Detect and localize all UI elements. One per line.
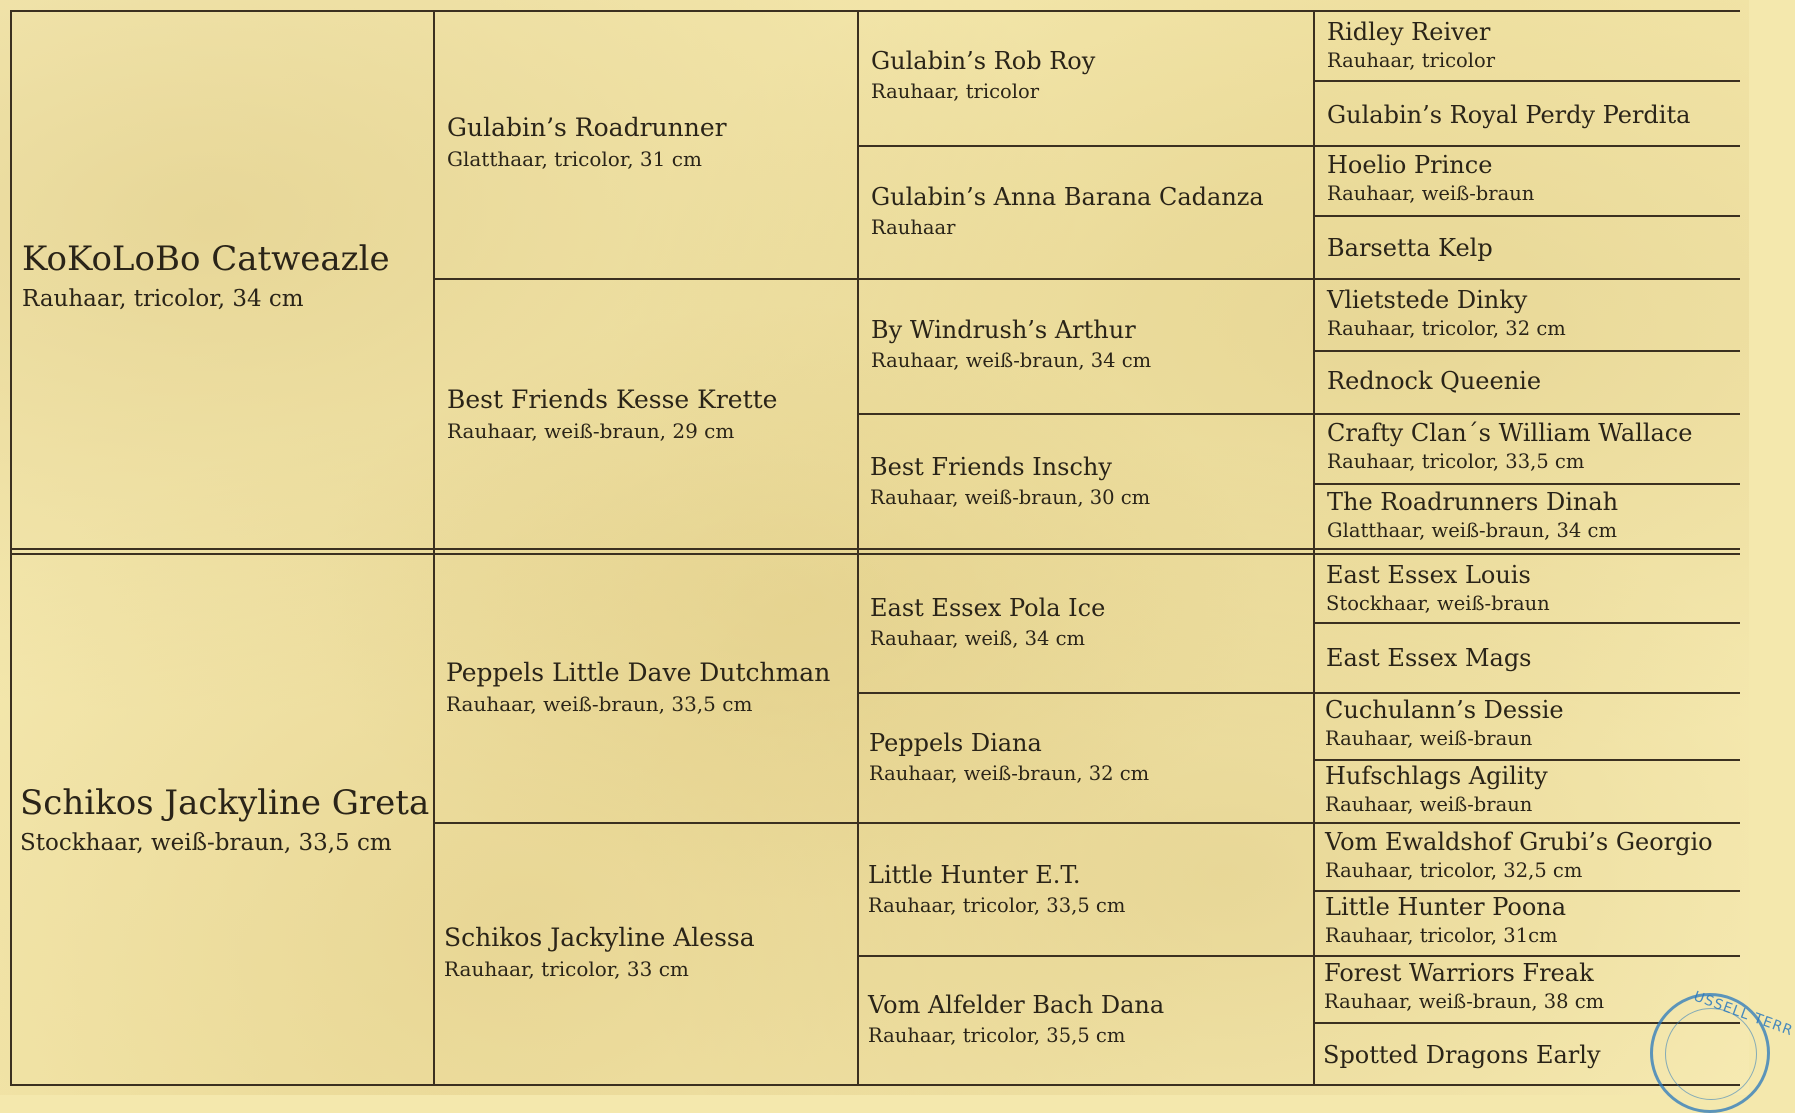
ancestor-name: Forest Warriors Freak	[1324, 959, 1594, 987]
gen4-cell	[1326, 560, 1550, 616]
bottom-border	[10, 1084, 1740, 1086]
ancestor-description: Glatthaar, tricolor, 31 cm	[447, 147, 702, 172]
ancestor-name: Crafty Clan´s William Wallace	[1327, 419, 1693, 447]
gen2-divider	[433, 278, 1740, 280]
dam-description: Stockhaar, weiß-braun, 33,5 cm	[20, 829, 392, 856]
gen2-cell	[444, 922, 755, 982]
club-stamp	[1650, 988, 1795, 1113]
gen4-divider	[1313, 350, 1740, 352]
gen2-cell	[446, 657, 830, 717]
ancestor-name: Peppels Little Dave Dutchman	[446, 658, 831, 687]
ancestor-name: Cuchulann’s Dessie	[1325, 696, 1564, 724]
ancestor-description: Rauhaar, tricolor, 31cm	[1325, 924, 1558, 947]
half-divider	[10, 548, 1740, 550]
gen4-cell	[1327, 366, 1541, 396]
ancestor-name: Hufschlags Agility	[1325, 762, 1548, 790]
ancestor-description: Rauhaar	[871, 216, 956, 239]
ancestor-name: Little Hunter Poona	[1325, 893, 1567, 921]
gen4-cell	[1325, 892, 1566, 948]
ancestor-name: Vlietstede Dinky	[1327, 286, 1528, 314]
gen4-cell	[1326, 643, 1532, 673]
ancestor-name: Schikos Jackyline Alessa	[444, 923, 755, 952]
ancestor-name: Vom Ewaldshof Grubi’s Georgio	[1325, 828, 1713, 856]
ancestor-description: Rauhaar, weiß, 34 cm	[870, 627, 1086, 650]
ancestor-description: Rauhaar, tricolor, 35,5 cm	[868, 1024, 1126, 1047]
ancestor-description: Rauhaar, weiß-braun, 30 cm	[870, 486, 1151, 509]
gen3-divider	[857, 955, 1740, 957]
gen4-divider	[1313, 483, 1740, 485]
ancestor-name: East Essex Pola Ice	[870, 594, 1106, 622]
ancestor-description: Rauhaar, tricolor	[1327, 49, 1496, 72]
gen2-cell	[447, 112, 727, 172]
ancestor-description: Rauhaar, weiß-braun, 32 cm	[869, 762, 1150, 785]
gen3-cell	[871, 182, 1264, 240]
ancestor-description: Rauhaar, tricolor, 33,5 cm	[1327, 450, 1585, 473]
ancestor-name: Gulabin’s Royal Perdy Perdita	[1327, 101, 1691, 129]
ancestor-description: Rauhaar, tricolor	[871, 80, 1040, 103]
dog-name: KoKoLoBo Catweazle	[22, 239, 390, 279]
gen2-divider	[433, 822, 1740, 824]
ancestor-name: Hoelio Prince	[1327, 151, 1493, 179]
ancestor-description: Rauhaar, tricolor, 32,5 cm	[1325, 859, 1583, 882]
gen3-cell	[869, 728, 1149, 786]
gen3-cell	[868, 990, 1164, 1048]
gen4-cell	[1327, 17, 1495, 73]
dam-name: Schikos Jackyline Greta	[20, 783, 430, 823]
ancestor-name: Gulabin’s Roadrunner	[447, 113, 727, 142]
ancestor-description: Rauhaar, weiß-braun	[1327, 182, 1535, 205]
gen4-divider	[1313, 622, 1740, 624]
top-border	[10, 10, 1740, 12]
ancestor-name: Best Friends Inschy	[870, 453, 1112, 481]
ancestor-name: Little Hunter E.T.	[868, 861, 1081, 889]
ancestor-description: Rauhaar, tricolor, 33,5 cm	[868, 894, 1126, 917]
gen3-divider	[857, 692, 1740, 694]
ancestor-description: Rauhaar, weiß-braun	[1325, 727, 1533, 750]
gen4-cell	[1323, 1040, 1601, 1070]
half-divider-double	[10, 553, 1740, 555]
gen4-divider	[1313, 80, 1740, 82]
sire-cell	[22, 238, 390, 314]
ancestor-name: Rednock Queenie	[1327, 367, 1542, 395]
ancestor-description: Rauhaar, weiß-braun, 38 cm	[1324, 990, 1605, 1013]
gen4-cell	[1327, 418, 1692, 474]
ancestor-description: Rauhaar, weiß-braun, 29 cm	[447, 419, 735, 444]
gen3-cell	[871, 315, 1151, 373]
ancestor-name: Spotted Dragons Early	[1323, 1041, 1601, 1069]
gen4-cell	[1324, 958, 1604, 1014]
gen3-cell	[871, 46, 1095, 104]
ancestor-name: East Essex Louis	[1326, 561, 1531, 589]
gen4-cell	[1327, 100, 1690, 130]
gen4-cell	[1327, 285, 1566, 341]
ancestor-name: Best Friends Kesse Krette	[447, 385, 778, 414]
ancestor-name: The Roadrunners Dinah	[1327, 488, 1619, 516]
ancestor-description: Rauhaar, tricolor, 32 cm	[1327, 317, 1566, 340]
ancestor-name: Barsetta Kelp	[1327, 234, 1493, 262]
ancestor-description: Rauhaar, weiß-braun	[1325, 793, 1533, 816]
ancestor-name: Peppels Diana	[869, 729, 1042, 757]
dog-description: Rauhaar, tricolor, 34 cm	[22, 285, 304, 312]
gen4-cell	[1325, 761, 1548, 817]
ancestor-name: Vom Alfelder Bach Dana	[868, 991, 1165, 1019]
gen4-cell	[1327, 150, 1534, 206]
ancestor-name: East Essex Mags	[1326, 644, 1532, 672]
gen2-cell	[447, 384, 777, 444]
stamp-text: USSELL TERR	[1691, 988, 1795, 1040]
ancestor-name: Gulabin’s Anna Barana Cadanza	[871, 183, 1264, 211]
gen3-cell	[870, 593, 1105, 651]
ancestor-name: Gulabin’s Rob Roy	[871, 47, 1096, 75]
ancestor-name: By Windrush’s Arthur	[871, 316, 1136, 344]
ancestor-description: Stockhaar, weiß-braun	[1326, 592, 1550, 615]
gen4-cell	[1325, 827, 1713, 883]
gen3-cell	[868, 860, 1125, 918]
ancestor-description: Rauhaar, tricolor, 33 cm	[444, 957, 689, 982]
gen4-cell	[1327, 487, 1618, 543]
ancestor-description: Glatthaar, weiß-braun, 34 cm	[1327, 519, 1617, 542]
ancestor-description: Rauhaar, weiß-braun, 33,5 cm	[446, 692, 753, 717]
ancestor-description: Rauhaar, weiß-braun, 34 cm	[871, 349, 1152, 372]
gen4-divider	[1313, 215, 1740, 217]
ancestor-name: Ridley Reiver	[1327, 18, 1491, 46]
dam-cell	[20, 782, 429, 858]
gen4-cell	[1327, 233, 1493, 263]
gen3-divider	[857, 145, 1740, 147]
gen3-cell	[870, 452, 1150, 510]
gen4-cell	[1325, 695, 1564, 751]
gen3-divider	[857, 413, 1740, 415]
